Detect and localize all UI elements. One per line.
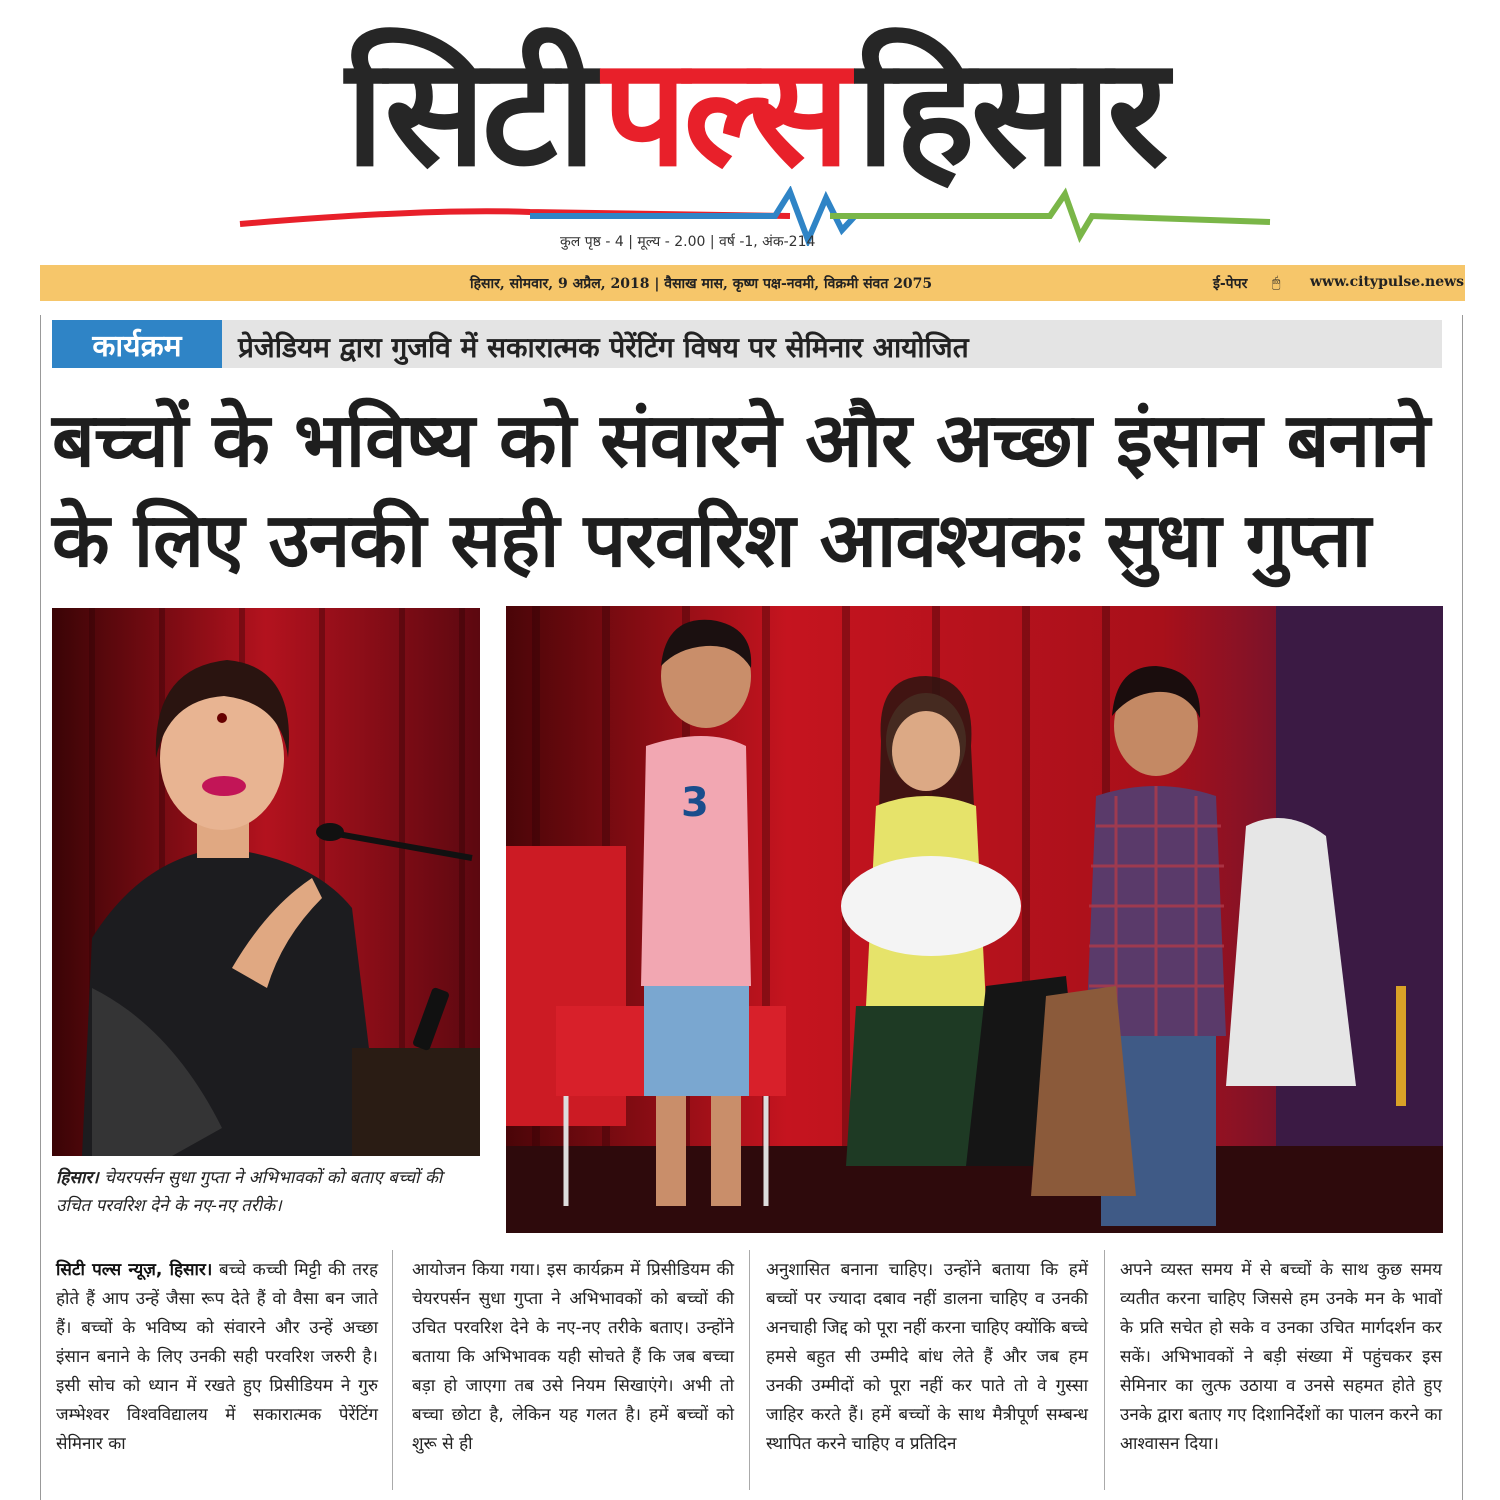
pulse-green-stroke [830,194,1270,236]
kicker-text: प्रेजेडियम द्वारा गुजवि में सकारात्मक पेरेंटिंग विषय पर सेमिनार आयोजित [238,331,969,364]
speaker-photo [52,608,480,1156]
article-column-4 [1120,1256,1442,1459]
article-column-1 [56,1256,378,1459]
mouse-icon: 🖱 [1272,275,1281,291]
title-word-city: सिटी [345,26,593,200]
website-link[interactable]: www.citypulse.news [1310,274,1465,290]
title-word-hisar: हिसार [856,26,1165,200]
title-word-pulse: पल्स [602,26,847,200]
page-frame-left [40,315,41,1500]
date-band [40,265,1465,301]
stage-photo [506,606,1443,1233]
article-text-3: अनुशासित बनाना चाहिए। उन्होंने बताया कि हमें बच्चों पर ज्यादा दबाव नहीं डालना चाहिए व उनकी अनचाही जिद्द को पूरा नहीं करना चाहिए क्योंकि बच्चे हमसे बहुत सी उम्मीदे बांध लेते हैं और जब हम उनकी उम्मीदों को पूरा नहीं कर पाते तो वे गुस्सा जाहिर करते हैं। हमें बच्चों के साथ मैत्रीपूर्ण सम्बन्ध स्थापित करने चाहिए व प्रतिदिन [766,1260,1088,1454]
epaper-label[interactable]: ई-पेपर [1213,276,1248,292]
article-text-2: आयोजन किया गया। इस कार्यक्रम में प्रिसीडियम की चेयरपर्सन सुधा गुप्ता ने अभिभावकों को बच्चों की उचित परवरिश देने के नए-नए तरीके बताए। उन्होंने बताया कि अभिभावक यही सोचते हैं कि जब बच्चा बड़ा हो जाएगा तब उसे नियम सिखाएंगे। अभी तो बच्चा छोटा है, लेकिन यह गलत है। हमें बच्चों को शुरू से ही [412,1260,734,1454]
kicker-tag: कार्यक्रम [52,320,222,368]
headline-line-1: बच्चों के भविष्य को संवारने और अच्छा इंसान बनाने [52,396,1430,484]
article-column-2 [412,1256,734,1459]
caption-place: हिसार। [56,1168,99,1188]
headline-line-2: के लिए उनकी सही परवरिश आवश्यकः सुधा गुप्ता [52,496,1371,584]
column-divider-1 [392,1250,393,1490]
article-text-4: अपने व्यस्त समय में से बच्चों के साथ कुछ समय व्यतीत करना चाहिए जिससे हम उनके मन के भावों के प्रति सचेत हो सके व उनका उचित मार्गदर्शन कर सकें। अभिभावकों ने बड़ी संख्या में पहुंचकर इस सेमिनार का लुत्फ उठाया व उनसे सहमत होते हुए उनके द्वारा बताए गए दिशानिर्देशों का पालन करने का आश्वासन दिया। [1120,1260,1442,1454]
masthead [230,18,1280,218]
stage-illustration [506,606,1443,1233]
photo-caption [56,1164,476,1220]
column-divider-3 [1104,1250,1105,1490]
article-byline: सिटी पल्स न्यूज़, हिसार। [56,1260,213,1280]
edition-date: हिसार, सोमवार, 9 अप्रैल, 2018 | वैसाख मास, कृष्ण पक्ष-नवमी, विक्रमी संवत 2075 [470,276,933,292]
caption-text: चेयरपर्सन सुधा गुप्ता ने अभिभावकों को बताए बच्चों की उचित परवरिश देने के नए-नए तरीके। [56,1168,443,1216]
newspaper-title [230,18,1280,208]
speaker-illustration [52,608,480,1156]
kicker-row [52,320,1442,368]
column-divider-2 [749,1250,750,1490]
jersey-number: 3 [681,780,709,826]
headline [52,390,1452,590]
article-column-3 [766,1256,1088,1459]
article-text-1: बच्चे कच्ची मिट्टी की तरह होते हैं आप उन्हें जैसा रूप देते हैं वो वैसा बन जाते हैं। बच्चों के भविष्य को संवारने और उन्हें अच्छा इंसान बनाने के लिए उनकी सही परवरिश जरुरी है। इसी सोच को ध्यान में रखते हुए प्रिसीडियम ने गुरु जम्भेश्वर विश्वविद्यालय में सकारात्मक पेरेंटिंग सेमिनार का [56,1260,378,1454]
page-frame-right [1462,315,1463,1500]
issue-info: कुल पृष्ठ - 4 | मूल्य - 2.00 | वर्ष -1, अंक-214 [560,234,816,250]
